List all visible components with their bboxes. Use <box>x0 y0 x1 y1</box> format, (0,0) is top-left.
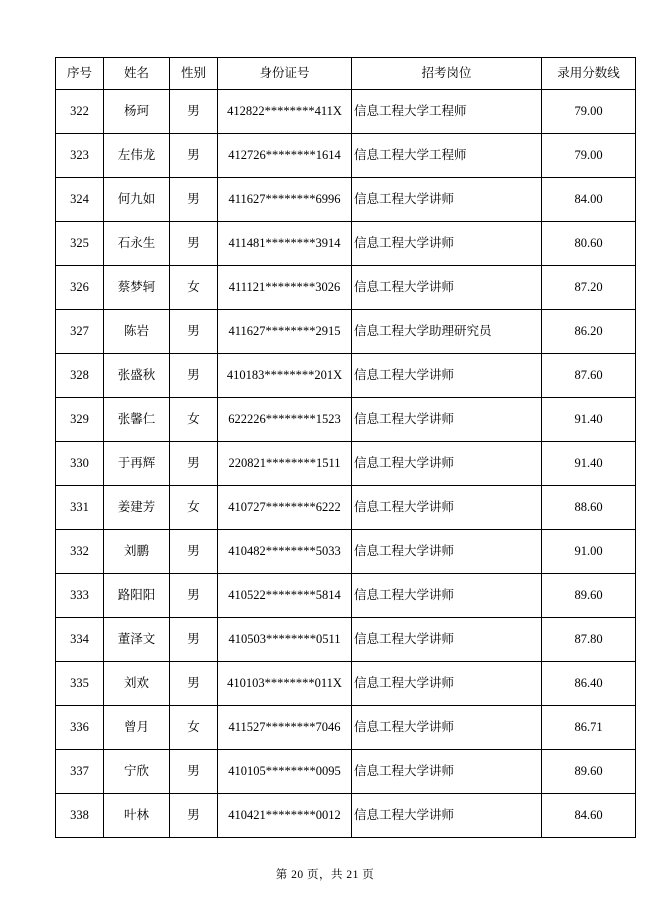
cell-id: 410105********0095 <box>218 750 352 794</box>
cell-score: 87.80 <box>542 618 636 662</box>
cell-name: 杨珂 <box>104 90 170 134</box>
cell-seq: 337 <box>56 750 104 794</box>
cell-post: 信息工程大学工程师 <box>352 90 542 134</box>
cell-name: 宁欣 <box>104 750 170 794</box>
cell-id: 411121********3026 <box>218 266 352 310</box>
column-header-seq: 序号 <box>56 58 104 90</box>
cell-id: 412726********1614 <box>218 134 352 178</box>
column-header-post: 招考岗位 <box>352 58 542 90</box>
cell-sex: 男 <box>170 310 218 354</box>
cell-name: 石永生 <box>104 222 170 266</box>
table-row <box>56 222 636 266</box>
cell-sex: 女 <box>170 266 218 310</box>
cell-id: 411527********7046 <box>218 706 352 750</box>
cell-id: 622226********1523 <box>218 398 352 442</box>
cell-score: 79.00 <box>542 134 636 178</box>
table-row <box>56 90 636 134</box>
cell-post: 信息工程大学讲师 <box>352 178 542 222</box>
table-row <box>56 442 636 486</box>
cell-score: 86.20 <box>542 310 636 354</box>
cell-post: 信息工程大学讲师 <box>352 662 542 706</box>
cell-post: 信息工程大学讲师 <box>352 794 542 838</box>
cell-id: 410482********5033 <box>218 530 352 574</box>
column-header-id: 身份证号 <box>218 58 352 90</box>
cell-seq: 331 <box>56 486 104 530</box>
cell-id: 410727********6222 <box>218 486 352 530</box>
cell-post: 信息工程大学工程师 <box>352 134 542 178</box>
cell-score: 80.60 <box>542 222 636 266</box>
cell-sex: 男 <box>170 222 218 266</box>
cell-post: 信息工程大学讲师 <box>352 750 542 794</box>
column-header-sex: 性别 <box>170 58 218 90</box>
roster-table <box>55 57 636 838</box>
cell-sex: 男 <box>170 442 218 486</box>
cell-seq: 332 <box>56 530 104 574</box>
cell-name: 陈岩 <box>104 310 170 354</box>
cell-id: 411627********6996 <box>218 178 352 222</box>
table-row <box>56 706 636 750</box>
cell-sex: 男 <box>170 618 218 662</box>
cell-post: 信息工程大学讲师 <box>352 618 542 662</box>
column-header-name: 姓名 <box>104 58 170 90</box>
cell-seq: 325 <box>56 222 104 266</box>
table-body <box>56 90 636 838</box>
table-row <box>56 486 636 530</box>
cell-sex: 女 <box>170 706 218 750</box>
cell-sex: 女 <box>170 398 218 442</box>
cell-post: 信息工程大学讲师 <box>352 354 542 398</box>
cell-post: 信息工程大学讲师 <box>352 222 542 266</box>
cell-name: 董泽文 <box>104 618 170 662</box>
cell-sex: 男 <box>170 354 218 398</box>
cell-score: 91.40 <box>542 442 636 486</box>
cell-sex: 男 <box>170 90 218 134</box>
cell-seq: 336 <box>56 706 104 750</box>
table-row <box>56 750 636 794</box>
cell-name: 何九如 <box>104 178 170 222</box>
cell-score: 89.60 <box>542 750 636 794</box>
cell-seq: 324 <box>56 178 104 222</box>
cell-seq: 323 <box>56 134 104 178</box>
table-row <box>56 574 636 618</box>
cell-name: 姜建芳 <box>104 486 170 530</box>
cell-sex: 男 <box>170 178 218 222</box>
cell-id: 411481********3914 <box>218 222 352 266</box>
roster-table-container <box>55 57 620 838</box>
cell-score: 87.20 <box>542 266 636 310</box>
table-row <box>56 398 636 442</box>
cell-name: 刘欢 <box>104 662 170 706</box>
cell-post: 信息工程大学讲师 <box>352 398 542 442</box>
table-row <box>56 310 636 354</box>
cell-sex: 女 <box>170 486 218 530</box>
table-row <box>56 266 636 310</box>
cell-seq: 330 <box>56 442 104 486</box>
cell-seq: 334 <box>56 618 104 662</box>
cell-sex: 男 <box>170 750 218 794</box>
cell-sex: 男 <box>170 530 218 574</box>
cell-post: 信息工程大学讲师 <box>352 574 542 618</box>
cell-name: 于再辉 <box>104 442 170 486</box>
cell-post: 信息工程大学讲师 <box>352 486 542 530</box>
cell-seq: 322 <box>56 90 104 134</box>
cell-id: 410103********011X <box>218 662 352 706</box>
cell-score: 79.00 <box>542 90 636 134</box>
cell-name: 张馨仁 <box>104 398 170 442</box>
cell-score: 89.60 <box>542 574 636 618</box>
table-row <box>56 354 636 398</box>
cell-seq: 326 <box>56 266 104 310</box>
table-row <box>56 530 636 574</box>
page-footer: 第 20 页，共 21 页 <box>275 869 375 881</box>
cell-name: 左伟龙 <box>104 134 170 178</box>
cell-seq: 328 <box>56 354 104 398</box>
table-header-row <box>56 58 636 90</box>
cell-sex: 男 <box>170 794 218 838</box>
cell-score: 91.40 <box>542 398 636 442</box>
cell-score: 87.60 <box>542 354 636 398</box>
cell-id: 410421********0012 <box>218 794 352 838</box>
cell-post: 信息工程大学讲师 <box>352 530 542 574</box>
cell-post: 信息工程大学讲师 <box>352 266 542 310</box>
cell-id: 412822********411X <box>218 90 352 134</box>
cell-name: 刘鹏 <box>104 530 170 574</box>
cell-name: 曾月 <box>104 706 170 750</box>
cell-id: 411627********2915 <box>218 310 352 354</box>
cell-score: 91.00 <box>542 530 636 574</box>
table-row <box>56 618 636 662</box>
table-header <box>56 58 636 90</box>
cell-name: 叶林 <box>104 794 170 838</box>
cell-score: 88.60 <box>542 486 636 530</box>
cell-score: 86.40 <box>542 662 636 706</box>
cell-name: 路阳阳 <box>104 574 170 618</box>
cell-score: 84.00 <box>542 178 636 222</box>
cell-post: 信息工程大学讲师 <box>352 706 542 750</box>
table-row <box>56 794 636 838</box>
column-header-score: 录用分数线 <box>542 58 636 90</box>
cell-seq: 327 <box>56 310 104 354</box>
cell-post: 信息工程大学讲师 <box>352 442 542 486</box>
cell-sex: 男 <box>170 574 218 618</box>
table-row <box>56 178 636 222</box>
cell-id: 410503********0511 <box>218 618 352 662</box>
cell-id: 220821********1511 <box>218 442 352 486</box>
cell-id: 410183********201X <box>218 354 352 398</box>
cell-score: 84.60 <box>542 794 636 838</box>
cell-post: 信息工程大学助理研究员 <box>352 310 542 354</box>
cell-seq: 335 <box>56 662 104 706</box>
cell-score: 86.71 <box>542 706 636 750</box>
cell-seq: 338 <box>56 794 104 838</box>
cell-seq: 329 <box>56 398 104 442</box>
cell-seq: 333 <box>56 574 104 618</box>
table-row <box>56 134 636 178</box>
cell-name: 张盛秋 <box>104 354 170 398</box>
cell-name: 蔡梦轲 <box>104 266 170 310</box>
cell-sex: 男 <box>170 662 218 706</box>
cell-id: 410522********5814 <box>218 574 352 618</box>
cell-sex: 男 <box>170 134 218 178</box>
table-row <box>56 662 636 706</box>
